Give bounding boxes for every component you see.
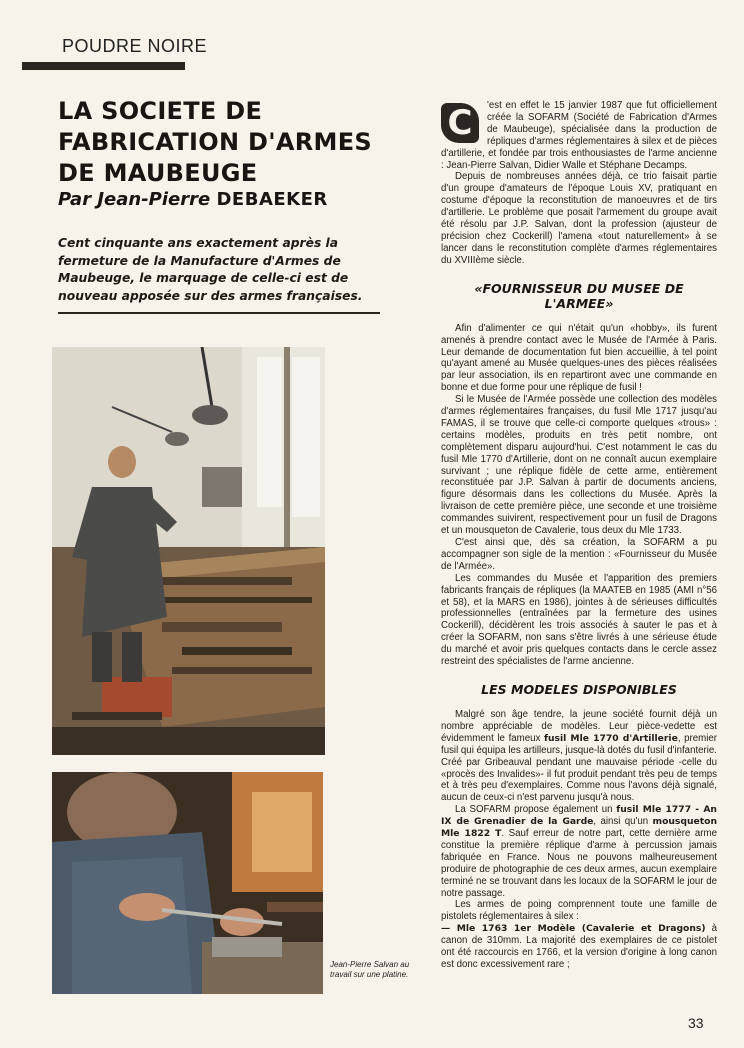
subheading-modeles: LES MODELES DISPONIBLES <box>481 681 677 697</box>
paragraph-text: Malgré son âge tendre, la jeune société fournit déjà un nombre appréciable de modèles. Leur pièce-vedette est évidemment le fameux <box>441 708 717 744</box>
workshop-photo <box>52 347 325 755</box>
byline-author: DEBAEKER <box>216 189 328 210</box>
paragraph-text: à canon de 310mm. La majorité des exemplaires de ce pistolet ont été raccourcis en 1766, et la version d'origine à long canon est donc excessivement rare ; <box>441 923 717 970</box>
paragraph-7 <box>441 709 717 804</box>
paragraph-1 <box>441 100 717 171</box>
closeup-photo <box>52 772 323 994</box>
paragraph-8 <box>441 804 717 899</box>
paragraph-9: Les armes de poing comprennent toute une famille de pistolets réglementaires à silex : <box>441 899 717 923</box>
paragraph-4: Si le Musée de l'Armée possède une collection des modèles d'armes réglementaires françaises, du fusil Mle 1717 jusqu'au FAMAS, il se trouve que celle-ci comporte quelques «trous» : certains modèles, produits en très petit nombre, ont complètement disparu aujourd'hui. C'est notamment le cas du fusil Mle 1770 d'Artillerie, dont on ne connaît aucun exemplaire survivant ; une réplique fidèle de cette arme, entièrement reconstituée par J.P. Salvan à partir de documents anciens, figure désormais dans les collections du Musée. Après la livraison de cette première pièce, une seconde et une troisième commandes suivirent, respectivement pour un fusil de Dragons et un mousqueton de Cavalerie, tous deux du Mle 1733. <box>441 394 717 537</box>
paragraph-text: , premier fusil qui équipa les artilleurs, jusque-là dotés du fusil d'infanterie. Créé par Gribeauval pendant une mauvaise période -celle du «procès des Invalides»- il fut produit pendant très peu de temps et à très peu d'exemplaires. Comme nous l'avons déjà signalé, aucun de ceux-ci n'est parvenu jusqu'à nous. <box>441 732 717 804</box>
title-line: FABRICATION D'ARMES <box>58 128 372 156</box>
page-number: 33 <box>688 1015 704 1031</box>
paragraph-3: Afin d'alimenter ce qui n'était qu'un «hobby», ils furent amenés à prendre contact avec le Musée de l'Armée à Paris. Leur demande de documentation fut bien accueillie, à tel point qu'ayant amené au Musée quelques-unes des pièces réalisées par leur association, ils en repartiront avec une commande en bonne et due forme pour une réplique de fusil ! <box>441 322 717 394</box>
article-title <box>58 96 398 189</box>
byline <box>58 189 328 210</box>
article-lede: Cent cinquante ans exactement après la fermeture de la Manufacture d'Armes de Maubeuge, le marquage de celle-ci est de nouveau apposée sur des armes françaises. <box>58 236 363 303</box>
title-line: LA SOCIETE DE <box>58 97 263 125</box>
paragraph-10 <box>441 923 717 971</box>
title-line: DE MAUBEUGE <box>58 159 258 187</box>
paragraph-text: La SOFARM propose également un <box>455 804 617 816</box>
byline-prefix: Par Jean-Pierre <box>58 189 211 210</box>
paragraph-text: , ainsi qu'un <box>593 816 653 828</box>
paragraph-6: Les commandes du Musée et l'apparition des premiers fabricants français de répliques (la MAATEB en 1985 (AMI n°56 et 58), et la MARS en 1986), jointes à de sérieuses difficultés professionnelles (entraînées par la fermeture des usines Cockerill), décidèrent les trois associés à sauter le pas et à créer la SOFARM, non sans s'être livrés à une sérieuse étude du marché et avoir pris quelques contacts dans le cercle assez restreint des spécialistes de l'arme ancienne. <box>441 572 717 668</box>
model-name: mousqueton Mle 1822 T <box>441 816 717 840</box>
lede-divider <box>58 312 380 314</box>
drop-cap: C <box>441 103 479 143</box>
paragraph-5: C'est ainsi que, dès sa création, la SOFARM a pu accompagner son sigle de la mention : «Fournisseur du Musée de l'Armée». <box>441 537 717 572</box>
model-name: fusil Mle 1777 - An IX de Grenadier de la Garde <box>441 804 717 828</box>
article-body <box>441 100 717 971</box>
section-rubric: POUDRE NOIRE <box>62 36 208 56</box>
paragraph-text: 'est en effet le 15 janvier 1987 que fut officiellement créée la SOFARM (Société de Fabrication d'Armes de Maubeuge), spécialisée dans la production de répliques d'armes réglementaires à silex et de pièces d'artillerie, et fondée par trois enthousiastes de l'arme ancienne : Jean-Pierre Salvan, Didier Walle et Stéphane Decamps. <box>441 100 717 171</box>
subheading-fournisseur: «FOURNISSEUR DU MUSEE DE L'ARMEE» <box>474 280 684 311</box>
model-name: fusil Mle 1770 d'Artillerie <box>543 732 678 744</box>
paragraph-2: Depuis de nombreuses années déjà, ce trio faisait partie d'un groupe d'amateurs de l'époque Louis XV, pratiquant en costume d'époque la reconstitution de manoeuvres et de tirs d'artillerie. Le problème que posait l'armement du groupe avait été résolu par J.P. Salvan, dont la profession (ajusteur de précision chez Cockerill) l'amena «tout naturellement» à se lancer dans le reconstitution complète d'armes réglementaires du XVIIIème siècle. <box>441 171 717 266</box>
photo-caption: Jean-Pierre Salvan au travail sur une platine. <box>330 960 410 979</box>
model-name: — Mle 1763 1er Modèle (Cavalerie et Dragons) <box>441 923 706 935</box>
rubric-bar <box>22 62 185 70</box>
paragraph-text: . Sauf erreur de notre part, cette dernière arme constitue la première réplique d'arme à percussion jamais fabriquée en France. Nous ne pouvons malheureusement produire de photographie de ces deux armes, aucun exemplaire terminé ne se trouvant dans les locaux de la SOFARM le jour de notre passage. <box>441 828 717 899</box>
